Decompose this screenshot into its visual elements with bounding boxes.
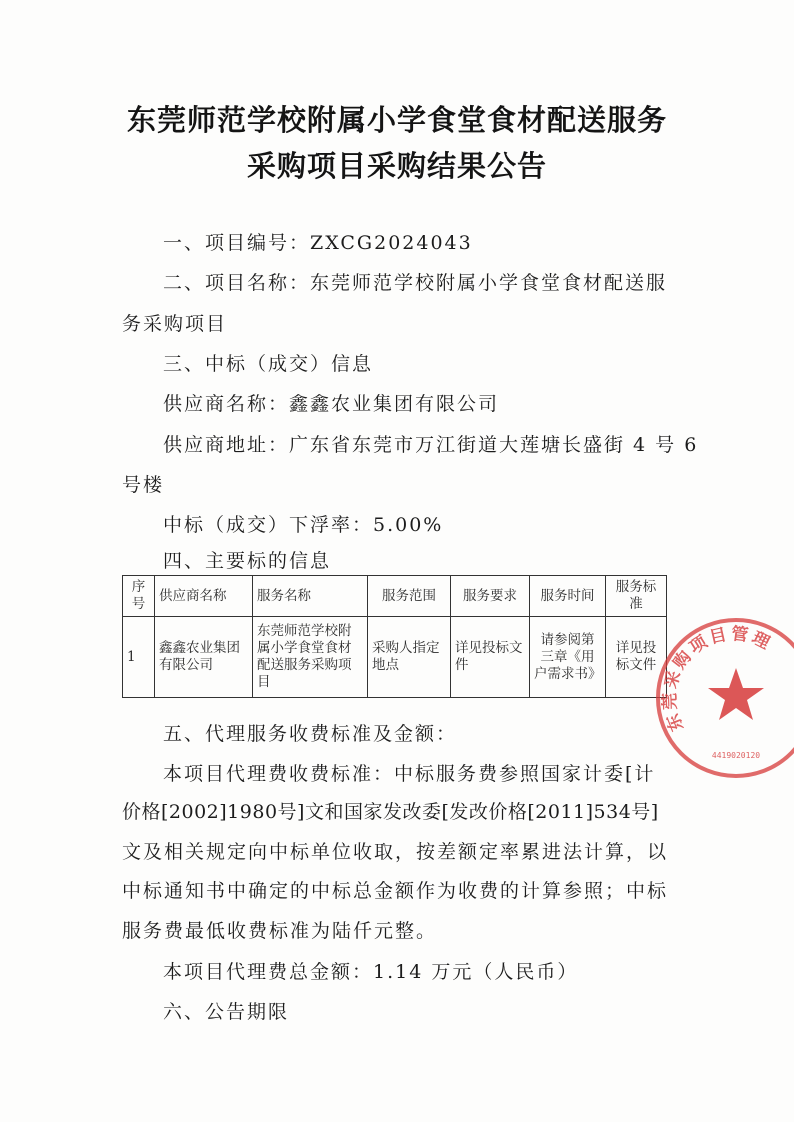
- table-header-row: [123, 576, 667, 617]
- project-name-line1: 二、项目名称：东莞师范学校附属小学食堂食材配送服: [163, 272, 668, 294]
- award-info-heading: 三、中标（成交）信息: [163, 353, 374, 375]
- fee-paragraph-line1: 本项目代理费收费标准：中标服务费参照国家计委[计: [163, 763, 656, 785]
- announcement-title-line1: 东莞师范学校附属小学食堂食材配送服务: [126, 103, 667, 137]
- cell-standard: 详见投标文件: [606, 617, 667, 698]
- fee-paragraph-line3: 文及相关规定向中标单位收取，按差额定率累进法计算，以: [122, 841, 669, 863]
- fee-paragraph-line2: 价格[2002]1980号]文和国家发改委[发改价格[2011]534号]: [122, 801, 659, 823]
- supplier-name: 供应商名称：鑫鑫农业集团有限公司: [163, 393, 500, 415]
- main-info-heading: 四、主要标的信息: [163, 550, 332, 572]
- header-service-name: 服务名称: [253, 576, 368, 617]
- header-requirement: 服务要求: [451, 576, 530, 617]
- cell-time: 请参阅第三章《用户需求书》: [530, 617, 606, 698]
- project-name-line2: 务采购项目: [122, 313, 228, 335]
- header-time: 服务时间: [530, 576, 606, 617]
- cell-supplier: 鑫鑫农业集团有限公司: [155, 617, 253, 698]
- announcement-title-line2: 采购项目采购结果公告: [246, 149, 547, 183]
- fee-paragraph-line5: 服务费最低收费标准为陆仟元整。: [122, 920, 438, 942]
- supplier-address-line2: 号楼: [122, 474, 165, 496]
- header-scope: 服务范围: [368, 576, 451, 617]
- main-info-table: [122, 575, 667, 698]
- header-supplier: 供应商名称: [155, 576, 253, 617]
- svg-text:4419020120: 4419020120: [711, 751, 761, 760]
- svg-text:东莞采购项目管理: 东莞采购项目管理: [660, 623, 776, 734]
- header-seq: 序号: [123, 576, 155, 617]
- cell-requirement: 详见投标文件: [451, 617, 530, 698]
- header-standard: 服务标准: [606, 576, 667, 617]
- table-row: [123, 617, 667, 698]
- cell-scope: 采购人指定地点: [368, 617, 451, 698]
- official-seal: [656, 618, 794, 778]
- seal-star-icon: [656, 618, 794, 778]
- notice-period-heading: 六、公告期限: [163, 1001, 290, 1023]
- cell-seq: 1: [123, 617, 155, 698]
- agency-fee-heading: 五、代理服务收费标准及金额：: [163, 723, 458, 745]
- fee-total: 本项目代理费总金额：1.14 万元（人民币）: [163, 961, 579, 983]
- project-number: 一、项目编号：ZXCG2024043: [163, 232, 473, 254]
- supplier-address-line1: 供应商地址：广东省东莞市万江街道大莲塘长盛街 4 号 6: [163, 434, 699, 456]
- fee-paragraph-line4: 中标通知书中确定的中标总金额作为收费的计算参照；中标: [122, 880, 669, 902]
- discount-rate: 中标（成交）下浮率：5.00%: [163, 514, 444, 536]
- cell-service-name: 东莞师范学校附属小学食堂食材配送服务采购项目: [253, 617, 368, 698]
